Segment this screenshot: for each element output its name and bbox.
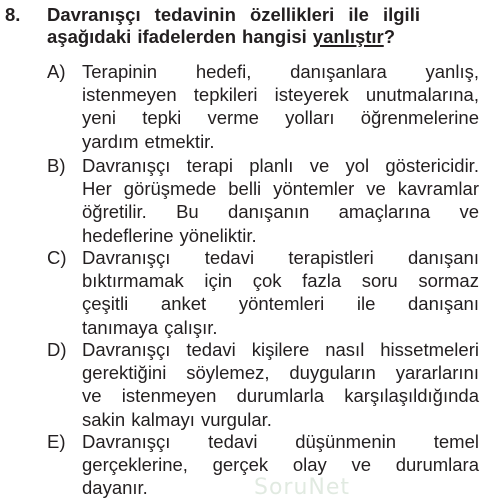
option-text (82, 338, 479, 431)
option-word: yardım (82, 130, 139, 152)
option-word: Bu (176, 201, 199, 223)
option-word: amaçlarına (338, 201, 431, 223)
option-word: yol (345, 155, 370, 176)
option-word: verme (207, 107, 259, 129)
option-word: kavramlar (397, 178, 479, 200)
option-a[interactable] (47, 60, 479, 153)
option-word: tedavi (208, 431, 258, 452)
option-word: tepkileri (193, 84, 258, 106)
stem-word: ilgili (382, 4, 420, 25)
option-word: ve (366, 178, 386, 200)
stem-emphasis: yanlıştır (312, 26, 384, 47)
option-word: kalmayı (131, 408, 195, 430)
option-letter: E) (47, 431, 66, 452)
option-letter: B) (47, 155, 66, 176)
option-word: nasıl (325, 339, 365, 360)
option-word: yöntemleri (238, 293, 325, 315)
option-line (82, 430, 479, 453)
option-word: durumlara (395, 454, 479, 476)
option-word: ve (82, 385, 102, 407)
option-letter: A) (47, 61, 66, 82)
stem-word: ifadelerden (137, 26, 237, 47)
option-b[interactable] (47, 154, 479, 247)
option-word: öğrenmelerine (360, 107, 479, 129)
option-line (82, 224, 479, 247)
option-word: çeşitli (82, 293, 129, 315)
option-word: etmektir. (144, 130, 215, 152)
option-line (82, 130, 479, 153)
option-word: söylemez, (186, 362, 270, 384)
stem-line-1 (47, 4, 420, 26)
option-word: çok (252, 270, 282, 292)
option-line (82, 361, 479, 384)
option-word: öğretilir. (82, 201, 147, 223)
option-line (82, 200, 479, 223)
option-word: yöntemler (273, 178, 355, 200)
option-word: gerçek (212, 454, 269, 476)
option-word: planlı (249, 155, 294, 176)
option-text (82, 246, 479, 339)
option-word: yolları (285, 107, 335, 129)
option-word: ile (356, 293, 376, 315)
question-stem (47, 4, 420, 48)
stem-word: hangisi (242, 26, 307, 47)
option-word: unutmalarına, (365, 84, 479, 106)
option-word: soru (361, 270, 398, 292)
option-line (82, 83, 479, 106)
option-word: danışanlara (290, 61, 387, 82)
option-word: hedeflerine (82, 224, 174, 246)
option-word: karşılaşıldığında (344, 385, 479, 407)
option-word: danışanı (408, 293, 479, 315)
option-word: vurgular. (200, 408, 272, 430)
option-word: olay (292, 454, 327, 476)
option-word: Terapinin (82, 61, 158, 82)
stem-line-2 (47, 26, 420, 48)
option-word: yararlarını (395, 362, 479, 384)
option-word: dayanır. (82, 477, 148, 499)
option-word: çalışır. (164, 316, 218, 338)
option-word: gerektiğini (82, 362, 167, 384)
option-word: sormaz (418, 270, 479, 292)
option-word: ve (351, 454, 372, 476)
option-word: düşünmenin (295, 431, 397, 452)
option-word: isteyerek (274, 84, 349, 106)
option-word: görüşmede (123, 178, 217, 200)
option-word: ve (459, 201, 479, 223)
option-line (82, 384, 479, 407)
option-word: temel (433, 431, 479, 452)
option-line (82, 246, 479, 269)
option-word: Davranışçı (82, 155, 171, 176)
option-word: danışanı (407, 247, 479, 268)
option-word: bıktırmamak (82, 270, 184, 292)
option-word: terapi (186, 155, 233, 176)
option-word: Davranışçı (82, 339, 171, 360)
option-line (82, 269, 479, 292)
option-word: duyguların (289, 362, 376, 384)
option-word: istenmeyen (121, 385, 217, 407)
watermark: SoruNet (254, 475, 351, 500)
option-word: tanımaya (82, 316, 159, 338)
option-word: tepki (142, 107, 182, 129)
option-line (82, 292, 479, 315)
option-word: anket (160, 293, 207, 315)
option-d[interactable] (47, 338, 479, 431)
option-word: Davranışçı (82, 431, 171, 452)
option-text (82, 60, 479, 153)
stem-word: Davranışçı (47, 4, 141, 25)
option-word: ve (309, 155, 330, 176)
option-line (82, 338, 479, 361)
option-word: göstericidir. (385, 155, 479, 176)
stem-question-mark: ? (383, 26, 396, 47)
option-word: Her (82, 178, 112, 200)
option-word: danışanın (228, 201, 310, 223)
option-word: istenmeyen (82, 84, 177, 106)
option-word: fazla (302, 270, 342, 292)
option-line (82, 316, 479, 339)
option-word: yeni (82, 107, 116, 129)
option-line (82, 408, 479, 431)
question-number: 8. (5, 4, 21, 25)
option-line (82, 453, 479, 476)
option-word: yöneliktir. (179, 224, 257, 246)
option-word: durumlarla (236, 385, 325, 407)
stem-word: ile (348, 4, 369, 25)
option-line (82, 60, 479, 83)
option-word: terapistleri (288, 247, 374, 268)
option-word: tedavi (204, 247, 255, 268)
option-word: Davranışçı (82, 247, 171, 268)
option-letter: D) (47, 339, 67, 360)
stem-emphasis-group (313, 26, 401, 48)
option-word: tedavi (186, 339, 236, 360)
stem-word: özellikleri (249, 4, 335, 25)
option-word: hissetmeleri (380, 339, 479, 360)
stem-word: tedavinin (154, 4, 236, 25)
option-text (82, 154, 479, 247)
option-letter: C) (47, 247, 67, 268)
option-line (82, 154, 479, 177)
option-word: için (204, 270, 233, 292)
option-word: gerçeklerine, (82, 454, 188, 476)
option-line (82, 106, 479, 129)
option-word: kişilere (251, 339, 310, 360)
option-c[interactable] (47, 246, 479, 339)
option-line (82, 177, 479, 200)
option-word: hedefi, (195, 61, 252, 82)
option-word: belli (228, 178, 262, 200)
stem-word: aşağıdaki (47, 26, 132, 47)
option-word: yanlış, (425, 61, 479, 82)
option-word: sakin (82, 408, 126, 430)
